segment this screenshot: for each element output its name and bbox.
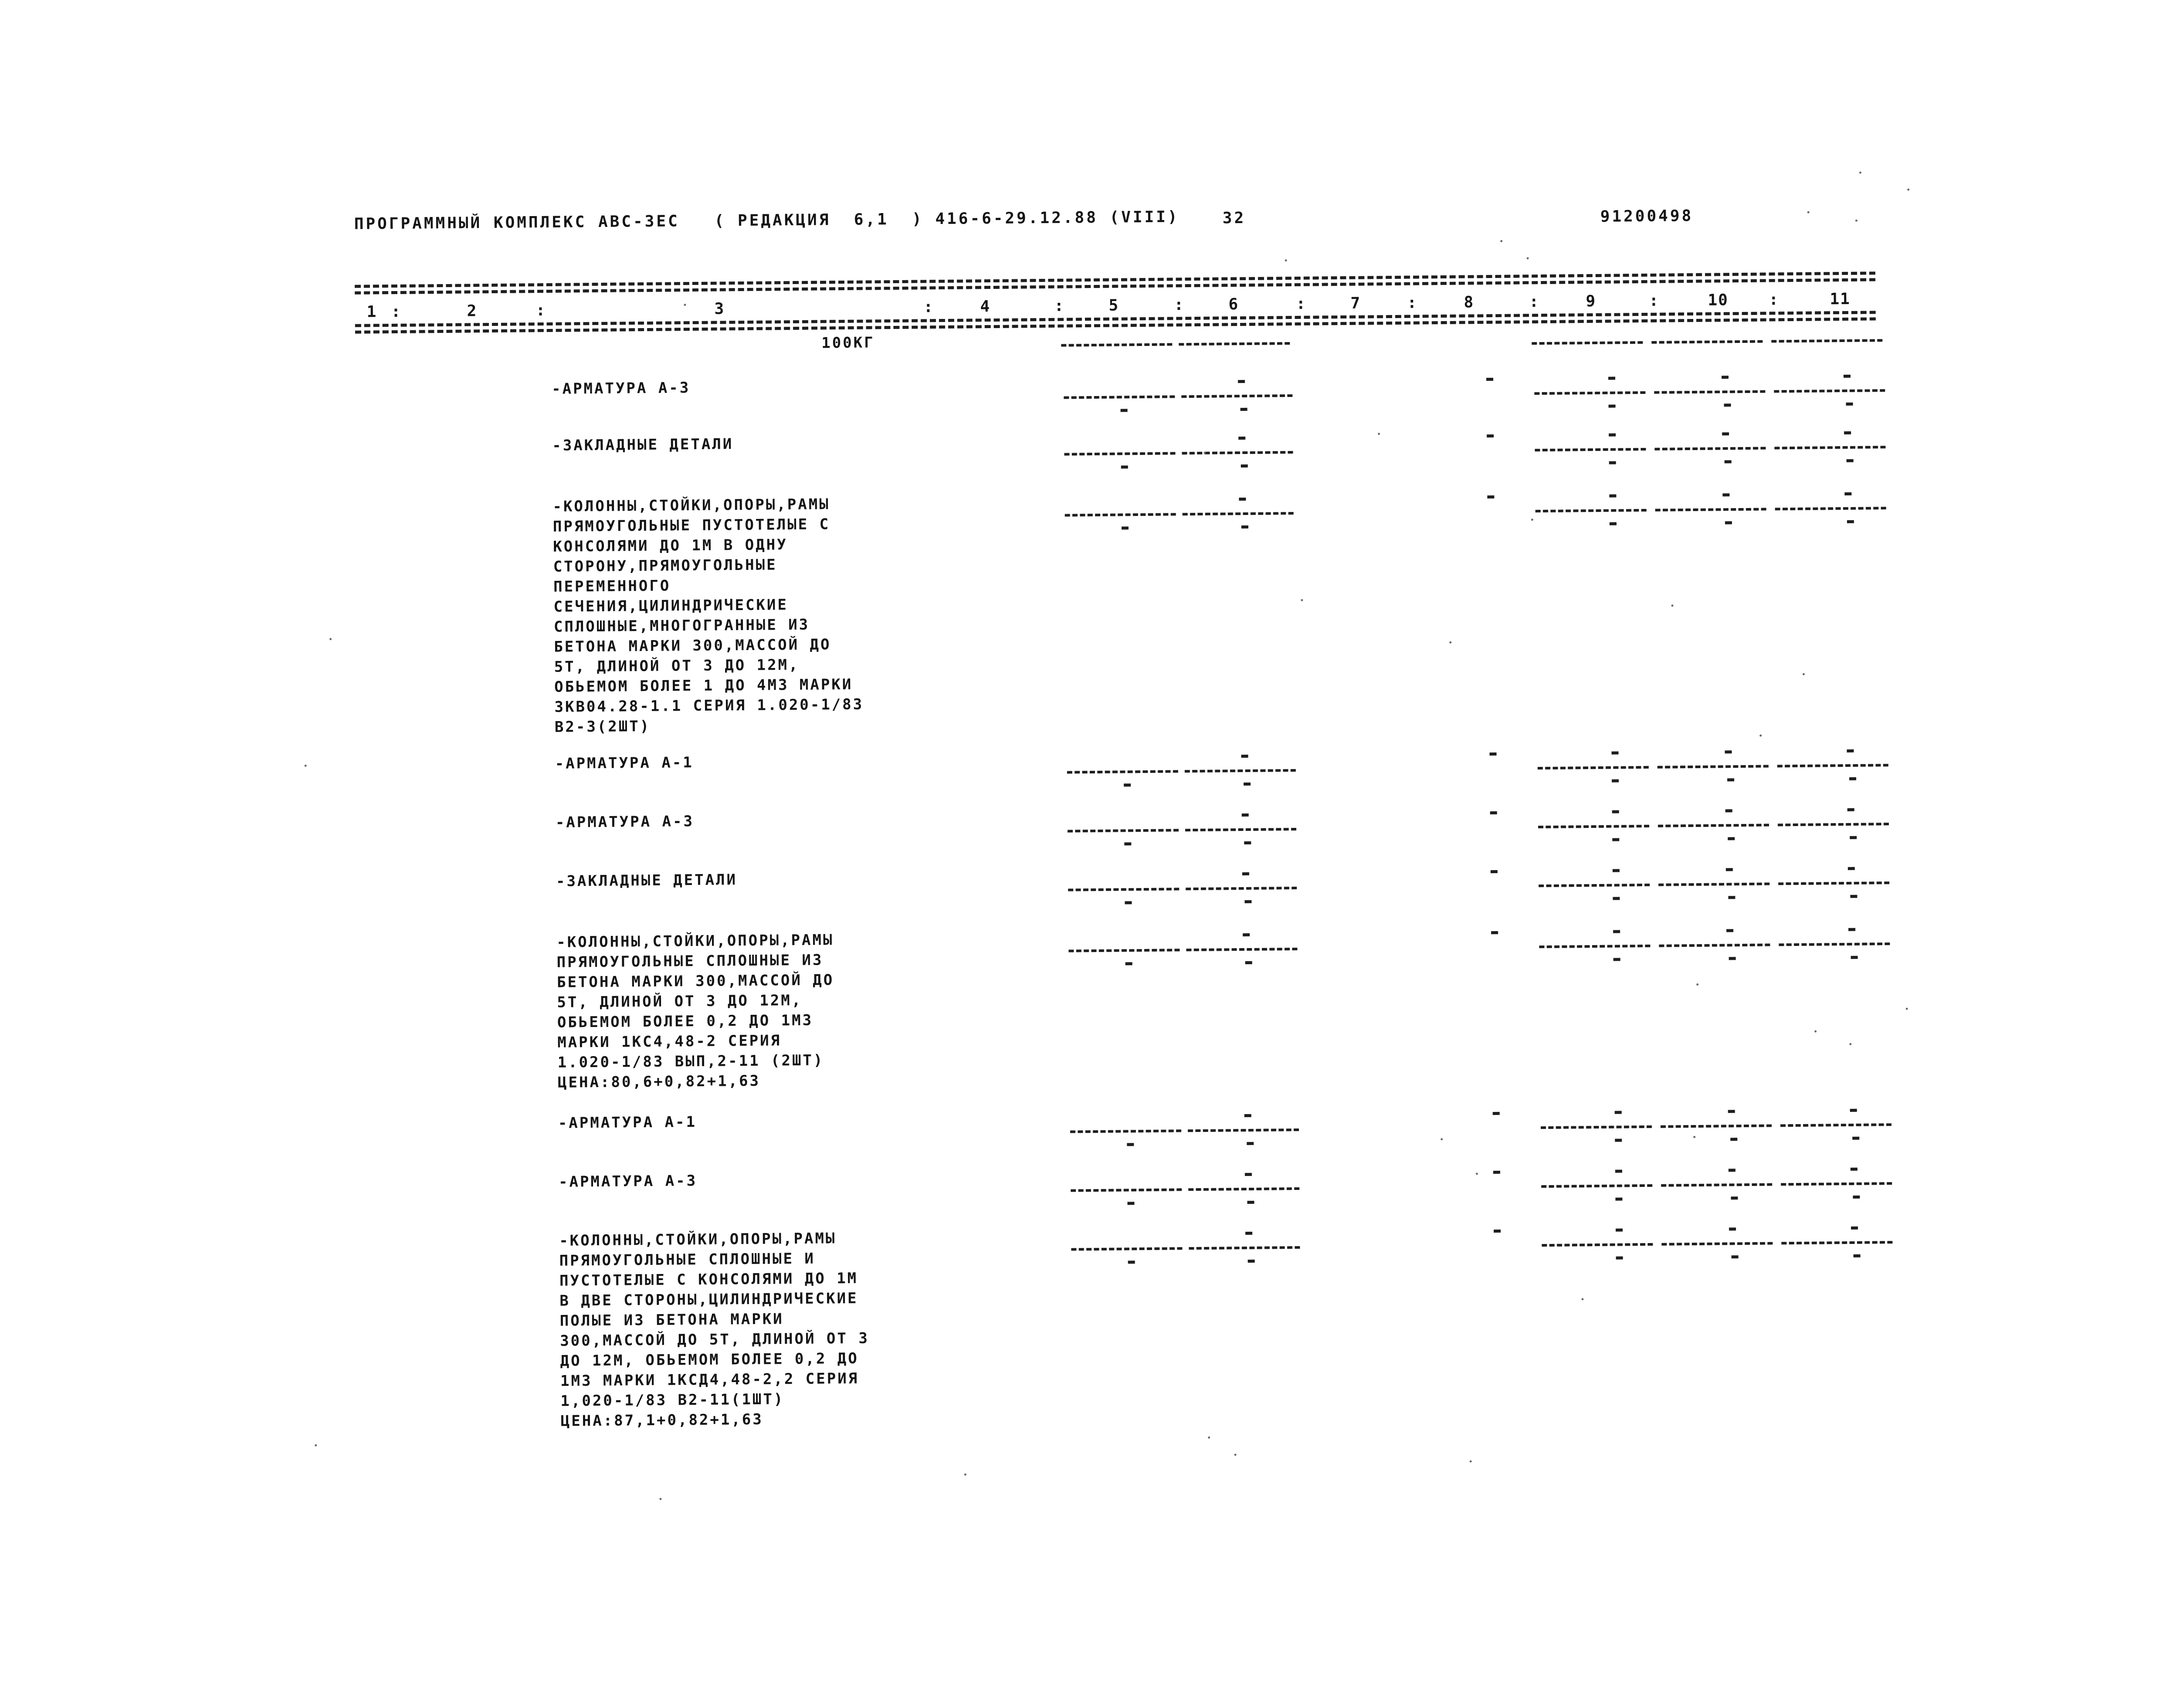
subtotal-rule-col11 bbox=[1778, 881, 1889, 885]
subtotal-rule-col6 bbox=[1185, 769, 1296, 773]
dash-mark-col8 bbox=[1487, 434, 1494, 437]
dash-mark-col11-b bbox=[1847, 459, 1854, 462]
row-description bbox=[556, 870, 737, 891]
dash-mark-col10 bbox=[1726, 929, 1733, 932]
scan-speck bbox=[1208, 1437, 1210, 1439]
dash-mark-col5-b bbox=[1127, 1202, 1134, 1205]
dash-mark-col11 bbox=[1850, 1109, 1857, 1112]
subtotal-rule-col5 bbox=[1067, 770, 1178, 773]
description-line: -ЗАКЛАДНЫЕ ДЕТАЛИ bbox=[556, 871, 738, 890]
description-line: СТОРОНУ,ПРЯМОУГОЛЬНЫЕ bbox=[553, 556, 777, 576]
carryover-rule-11 bbox=[1771, 339, 1882, 342]
description-line: В ДВЕ СТОРОНЫ,ЦИЛИНДРИЧЕСКИЕ bbox=[559, 1289, 858, 1310]
subtotal-rule-col6 bbox=[1186, 887, 1297, 890]
column-number-3: 3 bbox=[714, 300, 725, 318]
dash-mark-col9-b bbox=[1609, 405, 1616, 408]
dash-mark-col10-b bbox=[1725, 460, 1732, 463]
dash-mark-col6-b bbox=[1244, 900, 1251, 903]
dash-mark-col6-b bbox=[1241, 408, 1247, 411]
subtotal-rule-col6 bbox=[1188, 1187, 1299, 1191]
dash-mark-col8 bbox=[1490, 811, 1497, 814]
dash-mark-col11-b bbox=[1850, 836, 1857, 839]
column-separator: : bbox=[391, 302, 402, 321]
scan-speck bbox=[329, 638, 332, 640]
subtotal-rule-col11 bbox=[1774, 389, 1885, 393]
dash-mark-col10-b bbox=[1732, 1255, 1739, 1258]
description-line: ПРЯМОУГОЛЬНЫЕ СПЛОШНЫЕ ИЗ bbox=[556, 951, 824, 971]
description-line: ЦЕНА:87,1+0,82+1,63 bbox=[560, 1410, 763, 1430]
column-number-5: 5 bbox=[1108, 296, 1119, 315]
dash-mark-col9-b bbox=[1615, 1139, 1622, 1142]
subtotal-rule-col9 bbox=[1542, 1243, 1653, 1247]
dash-mark-col9-b bbox=[1612, 779, 1619, 783]
dash-mark-col11-b bbox=[1849, 777, 1856, 780]
dash-mark-col6-b bbox=[1244, 783, 1251, 786]
dash-mark-col6 bbox=[1241, 755, 1248, 758]
column-separator: : bbox=[1407, 294, 1418, 312]
scan-speck bbox=[1285, 259, 1287, 261]
scan-speck bbox=[1696, 983, 1698, 986]
dash-mark-col11 bbox=[1848, 928, 1855, 931]
row-description bbox=[555, 752, 693, 774]
scan-speck bbox=[1470, 1461, 1472, 1463]
column-separator: : bbox=[1769, 291, 1779, 309]
subtotal-rule-col9 bbox=[1538, 766, 1649, 769]
page-number: 32 bbox=[1222, 209, 1246, 227]
dash-mark-col11 bbox=[1844, 375, 1851, 378]
subtotal-rule-col9 bbox=[1538, 825, 1649, 828]
description-line: БЕТОНА МАРКИ 300,МАССОЙ ДО bbox=[556, 971, 834, 991]
dash-mark-col10 bbox=[1729, 1169, 1735, 1172]
subtotal-rule-col11 bbox=[1781, 1241, 1892, 1244]
subtotal-rule-col10 bbox=[1661, 1242, 1773, 1245]
dash-mark-col9-b bbox=[1613, 958, 1620, 961]
description-line: 3КВ04.28-1.1 СЕРИЯ 1.020-1/83 bbox=[554, 695, 864, 716]
dash-mark-col9-b bbox=[1615, 1197, 1622, 1200]
column-number-1: 1 bbox=[366, 303, 377, 321]
dash-mark-col5-b bbox=[1122, 526, 1129, 529]
description-line: -КОЛОННЫ,СТОЙКИ,ОПОРЫ,РАМЫ bbox=[552, 495, 830, 515]
dash-mark-col11 bbox=[1851, 1227, 1858, 1230]
dash-mark-col10 bbox=[1726, 868, 1733, 871]
dash-mark-col10-b bbox=[1728, 837, 1735, 840]
dash-mark-col5-b bbox=[1127, 1143, 1134, 1146]
subtotal-rule-col11 bbox=[1774, 446, 1885, 449]
dash-mark-col6 bbox=[1245, 1173, 1252, 1176]
document-number: 91200498 bbox=[1600, 207, 1694, 226]
dash-mark-col11 bbox=[1844, 492, 1851, 495]
subtotal-rule-col9 bbox=[1535, 509, 1647, 512]
dash-mark-col6-b bbox=[1245, 961, 1252, 964]
dash-mark-col9-b bbox=[1613, 897, 1620, 900]
dash-mark-col9-b bbox=[1610, 522, 1617, 525]
subtotal-rule-col5 bbox=[1068, 888, 1179, 891]
dash-mark-col8 bbox=[1491, 870, 1498, 873]
description-line: -АРМАТУРА А-3 bbox=[558, 1172, 698, 1191]
subtotal-rule-col6 bbox=[1183, 512, 1294, 515]
description-line: ПРЯМОУГОЛЬНЫЕ СПЛОШНЫЕ И bbox=[559, 1250, 816, 1270]
dash-mark-col9-b bbox=[1616, 1256, 1623, 1259]
scan-speck bbox=[1907, 189, 1909, 191]
scan-speck bbox=[305, 765, 307, 767]
scan-speck bbox=[964, 1474, 966, 1476]
column-number-2: 2 bbox=[467, 302, 478, 320]
scan-speck bbox=[1581, 1298, 1583, 1300]
subtotal-rule-col6 bbox=[1186, 948, 1297, 951]
dash-mark-col10-b bbox=[1729, 957, 1736, 960]
dash-mark-col6 bbox=[1244, 1114, 1251, 1117]
dash-mark-col10 bbox=[1728, 1110, 1735, 1113]
column-number-10: 10 bbox=[1708, 291, 1729, 309]
dash-mark-col6-b bbox=[1247, 1201, 1254, 1204]
dash-mark-col11-b bbox=[1852, 1137, 1859, 1140]
description-line: 1.020-1/83 ВЫП,2-11 (2ШТ) bbox=[557, 1051, 824, 1071]
scan-speck bbox=[1693, 1136, 1695, 1138]
subtotal-rule-col6 bbox=[1182, 451, 1293, 454]
scan-speck bbox=[684, 304, 686, 306]
scan-speck bbox=[1440, 1138, 1443, 1140]
dash-mark-col10-b bbox=[1724, 403, 1731, 407]
column-separator: : bbox=[1174, 296, 1185, 314]
subtotal-rule-col11 bbox=[1778, 823, 1889, 826]
dash-mark-col11 bbox=[1844, 431, 1851, 434]
row-description bbox=[552, 378, 690, 399]
description-line: ПУСТОТЕЛЫЕ С КОНСОЛЯМИ ДО 1М bbox=[559, 1269, 858, 1290]
description-line: 300,МАССОЙ ДО 5Т, ДЛИНОЙ ОТ 3 bbox=[560, 1329, 870, 1350]
dash-mark-col10-b bbox=[1727, 778, 1734, 781]
scan-speck bbox=[1671, 604, 1674, 607]
description-line: ОБЬЕМОМ БОЛЕЕ 1 ДО 4М3 МАРКИ bbox=[554, 675, 853, 696]
dash-mark-col6 bbox=[1238, 437, 1245, 440]
dash-mark-col5-b bbox=[1125, 962, 1132, 965]
description-line: -АРМАТУРА А-3 bbox=[555, 813, 695, 831]
row-description bbox=[556, 811, 694, 833]
scan-speck bbox=[1500, 240, 1502, 242]
scan-speck bbox=[1527, 257, 1529, 259]
dash-mark-col9-b bbox=[1609, 461, 1616, 464]
scan-speck bbox=[659, 1498, 661, 1500]
dash-mark-col6 bbox=[1238, 380, 1245, 383]
column-number-7: 7 bbox=[1350, 294, 1361, 312]
subtotal-rule-col5 bbox=[1068, 949, 1180, 952]
dash-mark-col10-b bbox=[1728, 896, 1735, 899]
description-line: 1М3 МАРКИ 1КСД4,48-2,2 СЕРИЯ bbox=[560, 1369, 859, 1390]
dash-mark-col11-b bbox=[1850, 895, 1857, 898]
dash-mark-col10 bbox=[1725, 809, 1732, 812]
scan-speck bbox=[1234, 1454, 1237, 1456]
description-line: БЕТОНА МАРКИ 300,МАССОЙ ДО bbox=[554, 636, 831, 656]
description-line: КОНСОЛЯМИ ДО 1М В ОДНУ bbox=[553, 536, 788, 556]
dash-mark-col6-b bbox=[1241, 525, 1248, 529]
description-line: -ЗАКЛАДНЫЕ ДЕТАЛИ bbox=[552, 435, 734, 454]
dash-mark-col9 bbox=[1615, 1111, 1622, 1114]
description-line: ПРЯМОУГОЛЬНЫЕ ПУСТОТЕЛЫЕ С bbox=[552, 515, 830, 535]
description-line: 5Т, ДЛИНОЙ ОТ 3 ДО 12М, bbox=[557, 991, 803, 1011]
dash-mark-col11-b bbox=[1853, 1196, 1860, 1199]
row-description bbox=[552, 494, 864, 737]
dash-mark-col10-b bbox=[1731, 1196, 1738, 1200]
dash-mark-col9 bbox=[1608, 377, 1615, 380]
row-description bbox=[552, 434, 733, 456]
dash-mark-col10-b bbox=[1725, 521, 1732, 524]
dash-mark-col9 bbox=[1615, 1169, 1622, 1173]
subtotal-rule-col5 bbox=[1064, 395, 1175, 399]
dash-mark-col9 bbox=[1609, 495, 1616, 498]
description-line: ПОЛЫЕ ИЗ БЕТОНА МАРКИ bbox=[559, 1310, 784, 1330]
subtotal-rule-col10 bbox=[1657, 765, 1769, 769]
dash-mark-col10 bbox=[1722, 376, 1729, 379]
carryover-rule-6 bbox=[1179, 342, 1290, 346]
dash-mark-col11-b bbox=[1847, 520, 1854, 523]
column-separator: : bbox=[536, 301, 546, 320]
subtotal-rule-col5 bbox=[1068, 829, 1179, 832]
dash-mark-col9 bbox=[1616, 1228, 1623, 1231]
scan-speck bbox=[1814, 1030, 1817, 1033]
subtotal-rule-col10 bbox=[1661, 1183, 1772, 1186]
subtotal-rule-col6 bbox=[1181, 394, 1292, 398]
subtotal-rule-col11 bbox=[1781, 1182, 1892, 1186]
dash-mark-col5-b bbox=[1124, 783, 1131, 786]
description-line: ДО 12М, ОБЬЕМОМ БОЛЕЕ 0,2 ДО bbox=[560, 1349, 859, 1370]
row-description bbox=[556, 930, 835, 1093]
dash-mark-col10 bbox=[1722, 432, 1729, 435]
row-description bbox=[559, 1171, 697, 1192]
dash-mark-col11 bbox=[1848, 867, 1855, 870]
dash-mark-col10-b bbox=[1730, 1138, 1737, 1141]
description-line: 5Т, ДЛИНОЙ ОТ 3 ДО 12М, bbox=[554, 656, 800, 676]
dash-mark-col8 bbox=[1493, 1171, 1500, 1174]
dash-mark-col5-b bbox=[1128, 1261, 1135, 1264]
subtotal-rule-col9 bbox=[1541, 1184, 1652, 1188]
program-header: ПРОГРАММНЫЙ КОМПЛЕКС АВС-ЗЕС ( РЕДАКЦИЯ 6,1 ) 416-6-29.12.88 (VIII) bbox=[354, 208, 1180, 233]
dash-mark-col6 bbox=[1243, 933, 1250, 936]
dash-mark-col6 bbox=[1242, 813, 1249, 817]
dash-mark-col8 bbox=[1494, 1230, 1501, 1233]
subtotal-rule-col9 bbox=[1539, 945, 1650, 948]
scan-speck bbox=[1807, 211, 1810, 214]
subtotal-rule-col11 bbox=[1775, 507, 1886, 510]
column-separator: : bbox=[923, 298, 934, 316]
dash-mark-col6 bbox=[1242, 872, 1249, 875]
subtotal-rule-col10 bbox=[1658, 824, 1769, 827]
dash-mark-col8 bbox=[1486, 378, 1493, 381]
description-line: СЕЧЕНИЯ,ЦИЛИНДРИЧЕСКИЕ bbox=[553, 596, 789, 616]
dash-mark-col9 bbox=[1612, 752, 1619, 755]
subtotal-rule-col5 bbox=[1071, 1188, 1182, 1192]
carryover-rule-10 bbox=[1651, 340, 1762, 344]
subtotal-rule-col11 bbox=[1780, 1123, 1891, 1127]
dash-mark-col9 bbox=[1609, 434, 1616, 437]
dash-mark-col6 bbox=[1245, 1232, 1252, 1235]
dash-mark-col6-b bbox=[1247, 1142, 1254, 1145]
subtotal-rule-col11 bbox=[1777, 764, 1888, 767]
dash-mark-col11 bbox=[1851, 1168, 1857, 1171]
subtotal-rule-col6 bbox=[1188, 1128, 1299, 1132]
row-description bbox=[558, 1112, 697, 1133]
dash-mark-col8 bbox=[1491, 931, 1498, 934]
dash-mark-col5-b bbox=[1121, 409, 1128, 412]
column-separator: : bbox=[1054, 297, 1065, 315]
description-line: ОБЬЕМОМ БОЛЕЕ 0,2 ДО 1М3 bbox=[557, 1011, 813, 1031]
column-separator: : bbox=[1649, 291, 1660, 310]
scan-speck bbox=[1449, 641, 1451, 644]
column-separator: : bbox=[1296, 295, 1307, 313]
column-number-11: 11 bbox=[1830, 290, 1851, 308]
dash-mark-col11 bbox=[1847, 808, 1854, 811]
description-line: ЦЕНА:80,6+0,82+1,63 bbox=[557, 1072, 761, 1091]
subtotal-rule-col10 bbox=[1659, 944, 1770, 947]
scan-speck bbox=[1855, 220, 1857, 222]
subtotal-rule-col10 bbox=[1654, 447, 1766, 451]
dash-mark-col8 bbox=[1490, 752, 1497, 756]
scan-speck bbox=[1203, 452, 1206, 454]
dash-mark-col6 bbox=[1239, 498, 1246, 501]
subtotal-rule-col5 bbox=[1071, 1247, 1182, 1250]
scan-speck bbox=[1301, 599, 1303, 601]
subtotal-rule-col10 bbox=[1658, 883, 1769, 886]
dash-mark-col9-b bbox=[1612, 838, 1619, 841]
description-line: СПЛОШНЫЕ,МНОГОГРАННЫЕ ИЗ bbox=[553, 616, 810, 636]
subtotal-rule-col10 bbox=[1661, 1124, 1772, 1128]
column-header-row bbox=[0, 0, 2169, 9]
subtotal-rule-col10 bbox=[1654, 390, 1765, 394]
dash-mark-col8 bbox=[1487, 495, 1494, 498]
description-line: В2-3(2ШТ) bbox=[554, 717, 651, 736]
scan-speck bbox=[1906, 1008, 1908, 1010]
dash-mark-col11 bbox=[1847, 749, 1854, 752]
column-number-9: 9 bbox=[1586, 292, 1596, 311]
dash-mark-col5-b bbox=[1124, 842, 1131, 845]
dash-mark-col9 bbox=[1613, 869, 1620, 872]
subtotal-rule-col6 bbox=[1189, 1246, 1300, 1250]
dash-mark-col11-b bbox=[1854, 1254, 1861, 1257]
column-separator: : bbox=[1529, 293, 1540, 311]
subtotal-rule-col9 bbox=[1541, 1125, 1652, 1129]
description-line: МАРКИ 1КС4,48-2 СЕРИЯ bbox=[557, 1032, 782, 1051]
column-number-4: 4 bbox=[980, 298, 991, 316]
dash-mark-col11-b bbox=[1846, 403, 1853, 406]
description-line: -КОЛОННЫ,СТОЙКИ,ОПОРЫ,РАМЫ bbox=[559, 1230, 837, 1250]
subtotal-rule-col9 bbox=[1535, 448, 1646, 451]
column-number-8: 8 bbox=[1464, 293, 1474, 312]
scan-speck bbox=[1476, 1173, 1478, 1175]
scan-speck bbox=[1859, 172, 1861, 174]
column-number-6: 6 bbox=[1228, 295, 1239, 314]
subtotal-rule-col5 bbox=[1070, 1129, 1181, 1133]
scan-speck bbox=[315, 1444, 317, 1447]
subtotal-rule-col10 bbox=[1655, 508, 1766, 512]
scan-speck bbox=[1849, 1043, 1851, 1045]
description-line: 1,020-1/83 В2-11(1ШТ) bbox=[560, 1390, 785, 1410]
description-line: -АРМАТУРА А-1 bbox=[558, 1113, 697, 1132]
subtotal-rule-col11 bbox=[1779, 942, 1890, 946]
subtotal-rule-col9 bbox=[1534, 391, 1645, 395]
scan-speck bbox=[1759, 735, 1762, 737]
subtotal-rule-col9 bbox=[1539, 884, 1650, 887]
dash-mark-col6-b bbox=[1241, 464, 1248, 468]
scan-speck bbox=[1378, 433, 1380, 435]
dash-mark-col5-b bbox=[1125, 901, 1132, 904]
row-description bbox=[559, 1228, 870, 1431]
description-line: -КОЛОННЫ,СТОЙКИ,ОПОРЫ,РАМЫ bbox=[556, 931, 834, 951]
dash-mark-col6-b bbox=[1244, 841, 1251, 844]
dash-mark-col10 bbox=[1729, 1227, 1736, 1230]
dash-mark-col9 bbox=[1613, 930, 1620, 933]
dash-mark-col6-b bbox=[1248, 1260, 1255, 1263]
carryover-rule-9 bbox=[1532, 341, 1643, 345]
dash-mark-col5-b bbox=[1121, 465, 1128, 468]
scan-speck bbox=[1531, 518, 1533, 521]
carryover-unit: 100КГ bbox=[821, 334, 875, 352]
subtotal-rule-col5 bbox=[1065, 513, 1176, 516]
dash-mark-col10 bbox=[1725, 750, 1732, 753]
dash-mark-col9 bbox=[1612, 810, 1619, 813]
dash-mark-col8 bbox=[1493, 1112, 1500, 1115]
dash-mark-col11-b bbox=[1851, 956, 1858, 959]
subtotal-rule-col6 bbox=[1185, 828, 1296, 831]
estimate-table bbox=[0, 0, 2169, 9]
description-line: ПЕРЕМЕННОГО bbox=[553, 577, 671, 596]
subtotal-rule-col5 bbox=[1064, 452, 1175, 455]
description-line: -АРМАТУРА А-3 bbox=[551, 379, 691, 398]
carryover-rule-5 bbox=[1061, 343, 1172, 346]
description-line: -АРМАТУРА А-1 bbox=[555, 754, 694, 773]
dash-mark-col10 bbox=[1722, 493, 1729, 496]
scan-speck bbox=[1803, 673, 1805, 675]
